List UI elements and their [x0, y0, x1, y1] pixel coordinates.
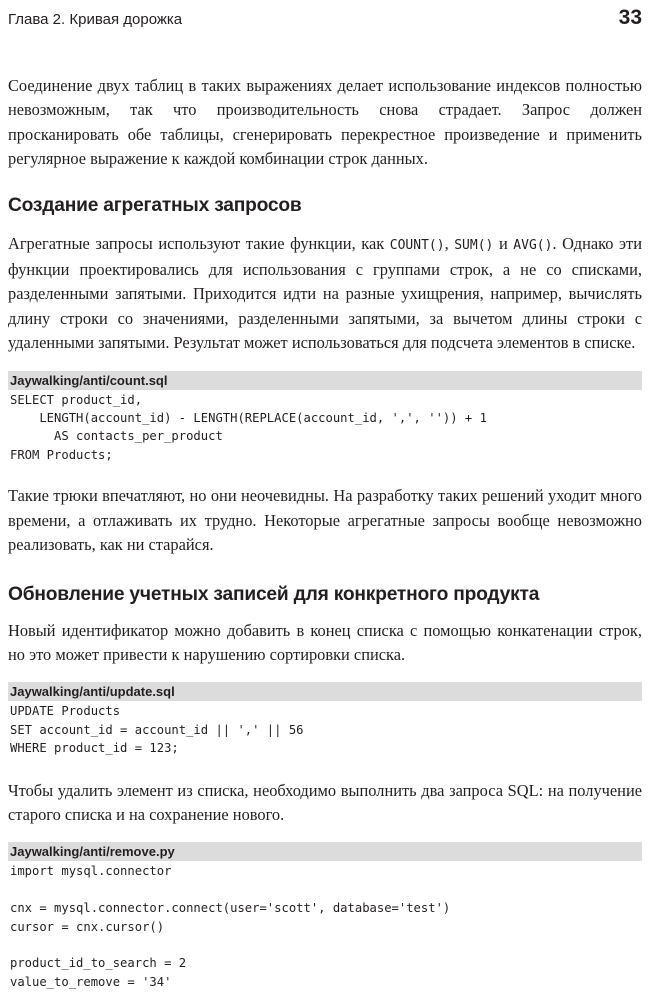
paragraph-text: , — [444, 233, 455, 253]
paragraph-index-usage: Соединение двух таблиц в таких выражениях делает использование индексов полностью невозможным, так что производительность снова страдает. Запрос должен просканировать обе таблицы, сгенерировать перекрестное произведение и применить регулярное выражение к каждой комбинации строк данных. — [8, 76, 642, 169]
code-listing-remove — [8, 842, 642, 991]
paragraph-text: Агрегатные запросы используют такие функции, как — [8, 233, 390, 253]
inline-code-sum: SUM() — [454, 237, 494, 253]
paragraph-text: и — [493, 233, 514, 253]
heading-aggregate-queries: Создание агрегатных запросов — [8, 194, 302, 216]
listing-title: Jaywalking/anti/remove.py — [8, 842, 642, 861]
paragraph-aggregate-functions — [8, 232, 642, 356]
listing-code: import mysql.connector cnx = mysql.connector.connect(user='scott', database='test') cursor = cnx.cursor() product_id_to_search = 2 value_to_remove = '34' — [10, 864, 451, 989]
page-content — [8, 74, 642, 991]
listing-title: Jaywalking/anti/update.sql — [8, 682, 642, 701]
inline-code-count: COUNT() — [389, 237, 445, 253]
page-number: 33 — [618, 6, 642, 29]
listing-code: UPDATE Products SET account_id = account_id || ',' || 56 WHERE product_id = 123; — [10, 704, 304, 756]
listing-code: SELECT product_id, LENGTH(account_id) - LENGTH(REPLACE(account_id, ',', '')) + 1 AS contacts_per_product FROM Products; — [10, 392, 487, 462]
heading-update-accounts: Обновление учетных записей для конкретного продукта — [8, 583, 540, 605]
paragraph-text: . Однако эти функции проектировались для использования с группами строк, а не со списками, разделенными запятыми. Приходится идти на разные ухищрения, например, вычислять длину строки со значениями, разделенными запятыми, за вычетом длины строки с удаленными запятыми. Результат может использоваться для подсчета элементов в списке. — [8, 233, 642, 353]
paragraph-concatenation: Новый идентификатор можно добавить в конец списка с помощью конкатенации строк, но это может привести к нарушению сортировки списка. — [8, 620, 642, 664]
chapter-title: Глава 2. Кривая дорожка — [8, 11, 183, 28]
listing-title: Jaywalking/anti/count.sql — [8, 371, 642, 390]
code-listing-update — [8, 682, 642, 757]
code-listing-count — [8, 371, 642, 465]
inline-code-avg: AVG() — [513, 237, 553, 253]
paragraph-remove-element: Чтобы удалить элемент из списка, необходимо выполнить два запроса SQL: на получение старого списка и на сохранение нового. — [8, 780, 642, 824]
running-head — [8, 6, 642, 32]
paragraph-tricks: Такие трюки впечатляют, но они неочевидны. На разработку таких решений уходит много времени, а отлаживать их трудно. Некоторые агрегатные запросы вообще невозможно реализовать, как ни старайся. — [8, 486, 642, 555]
